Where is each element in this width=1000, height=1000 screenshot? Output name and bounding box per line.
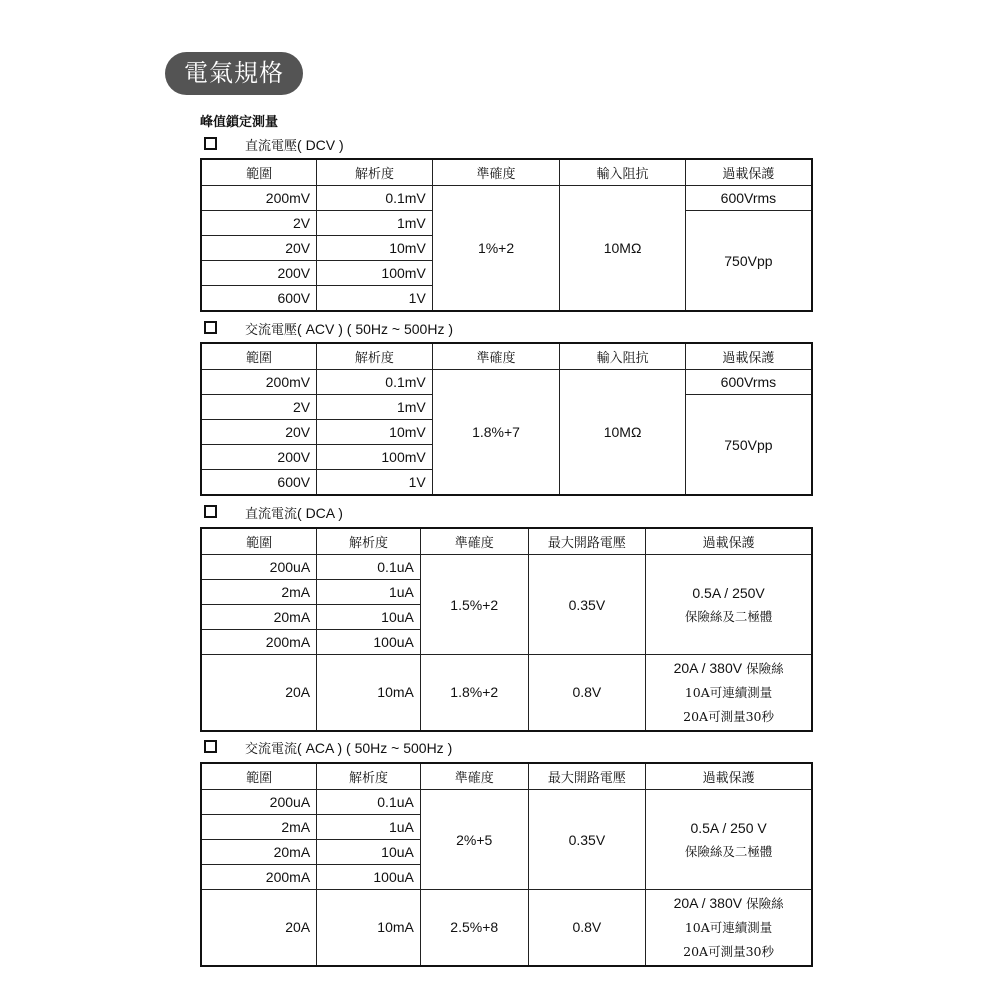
- table-row: [201, 186, 812, 211]
- overload-line-2: 10A可連續測量: [684, 919, 773, 935]
- resolution-cell: 100mV: [317, 261, 433, 286]
- resolution-cell: 1uA: [317, 580, 421, 605]
- header-range: 範圍: [201, 343, 317, 370]
- range-cell: 2V: [201, 211, 317, 236]
- table-header-row: [201, 343, 812, 370]
- header-overload: 過載保護: [646, 763, 812, 790]
- dcv-section-label: [204, 135, 344, 154]
- dca-table: [200, 527, 813, 732]
- acv-section-label: [204, 319, 453, 338]
- accuracy-cell: 2.5%+8: [420, 890, 528, 966]
- overload-cell: [646, 890, 812, 966]
- overload-fuse: 保險絲: [742, 895, 784, 911]
- range-cell: 200uA: [201, 790, 317, 815]
- range-cell: 2V: [201, 395, 317, 420]
- overload-line-3: 20A可測量30秒: [683, 708, 774, 724]
- resolution-cell: 100uA: [317, 630, 421, 655]
- overload-desc: 保險絲及二極體: [684, 608, 773, 624]
- range-cell: 20A: [201, 890, 317, 966]
- overload-line-2: 10A可連續測量: [684, 684, 773, 700]
- open-voltage-cell: 0.8V: [528, 890, 646, 966]
- resolution-cell: 1V: [317, 286, 433, 312]
- overload-cell: 600Vrms: [685, 186, 812, 211]
- resolution-cell: 10mV: [317, 420, 433, 445]
- header-accuracy: 準確度: [432, 159, 560, 186]
- table-row: [201, 555, 812, 580]
- header-impedance: 輸入阻抗: [560, 159, 686, 186]
- header-range: 範圍: [201, 528, 317, 555]
- checkbox-bullet-icon: [204, 321, 217, 334]
- range-cell: 200mV: [201, 370, 317, 395]
- accuracy-cell: 1%+2: [432, 186, 560, 312]
- header-accuracy: 準確度: [420, 763, 528, 790]
- overload-rating: 20A / 380V: [673, 894, 743, 911]
- header-overload: 過載保護: [646, 528, 812, 555]
- accuracy-cell: 1.8%+7: [432, 370, 560, 496]
- range-cell: 2mA: [201, 815, 317, 840]
- checkbox-bullet-icon: [204, 740, 217, 753]
- overload-fuse: 保險絲: [742, 660, 784, 676]
- header-overload: 過載保護: [685, 159, 812, 186]
- overload-cell: [646, 555, 812, 655]
- resolution-cell: 0.1mV: [317, 186, 433, 211]
- resolution-cell: 10mV: [317, 236, 433, 261]
- header-impedance: 輸入阻抗: [560, 343, 686, 370]
- table-header-row: [201, 159, 812, 186]
- resolution-cell: 10uA: [317, 605, 421, 630]
- overload-cell: 750Vpp: [685, 395, 812, 496]
- range-cell: 200mA: [201, 865, 317, 890]
- resolution-cell: 100mV: [317, 445, 433, 470]
- range-cell: 20V: [201, 236, 317, 261]
- range-cell: 600V: [201, 470, 317, 496]
- resolution-cell: 10mA: [317, 890, 421, 966]
- header-resolution: 解析度: [317, 159, 433, 186]
- table-row: [201, 790, 812, 815]
- dca-section-label: [204, 503, 343, 522]
- overload-line-1: [652, 891, 805, 916]
- resolution-cell: 0.1uA: [317, 555, 421, 580]
- header-accuracy: 準確度: [432, 343, 560, 370]
- open-voltage-cell: 0.35V: [528, 790, 646, 890]
- resolution-cell: 10mA: [317, 655, 421, 731]
- aca-label-en: ( ACA ) ( 50Hz ~ 500Hz ): [297, 740, 453, 756]
- overload-cell: [646, 655, 812, 731]
- acv-label-cn: 交流電壓: [245, 323, 298, 338]
- impedance-cell: 10MΩ: [560, 186, 686, 312]
- resolution-cell: 1mV: [317, 395, 433, 420]
- range-cell: 600V: [201, 286, 317, 312]
- resolution-cell: 0.1uA: [317, 790, 421, 815]
- section-badge: 電氣規格: [165, 52, 303, 95]
- range-cell: 2mA: [201, 580, 317, 605]
- dca-label-cn: 直流電流: [245, 507, 298, 522]
- overload-rating: 0.5A / 250V: [692, 584, 765, 601]
- range-cell: 20mA: [201, 840, 317, 865]
- range-cell: 200V: [201, 261, 317, 286]
- range-cell: 200V: [201, 445, 317, 470]
- resolution-cell: 0.1mV: [317, 370, 433, 395]
- range-cell: 20mA: [201, 605, 317, 630]
- header-range: 範圍: [201, 763, 317, 790]
- table-row-20a: [201, 655, 812, 731]
- subtitle: 峰值鎖定測量: [200, 115, 279, 130]
- dca-label-en: ( DCA ): [297, 505, 343, 521]
- overload-cell: 750Vpp: [685, 211, 812, 312]
- range-cell: 200mA: [201, 630, 317, 655]
- resolution-cell: 1V: [317, 470, 433, 496]
- overload-rating: 20A / 380V: [673, 659, 743, 676]
- acv-table: [200, 342, 813, 496]
- aca-section-label: [204, 738, 452, 757]
- aca-label-cn: 交流電流: [245, 742, 298, 757]
- overload-rating: 0.5A / 250 V: [690, 819, 767, 836]
- resolution-cell: 1uA: [317, 815, 421, 840]
- range-cell: 20A: [201, 655, 317, 731]
- open-voltage-cell: 0.8V: [528, 655, 646, 731]
- table-row: [201, 370, 812, 395]
- header-resolution: 解析度: [317, 528, 421, 555]
- range-cell: 200uA: [201, 555, 317, 580]
- overload-cell: 600Vrms: [685, 370, 812, 395]
- resolution-cell: 10uA: [317, 840, 421, 865]
- resolution-cell: 100uA: [317, 865, 421, 890]
- range-cell: 200mV: [201, 186, 317, 211]
- header-resolution: 解析度: [317, 763, 421, 790]
- header-resolution: 解析度: [317, 343, 433, 370]
- header-open-voltage: 最大開路電壓: [528, 763, 646, 790]
- overload-desc: 保險絲及二極體: [684, 843, 773, 859]
- checkbox-bullet-icon: [204, 137, 217, 150]
- accuracy-cell: 1.8%+2: [420, 655, 528, 731]
- acv-label-en: ( ACV ) ( 50Hz ~ 500Hz ): [297, 321, 454, 337]
- resolution-cell: 1mV: [317, 211, 433, 236]
- overload-line-1: [652, 656, 805, 681]
- header-open-voltage: 最大開路電壓: [528, 528, 646, 555]
- accuracy-cell: 2%+5: [420, 790, 528, 890]
- overload-cell: [646, 790, 812, 890]
- header-accuracy: 準確度: [420, 528, 528, 555]
- table-header-row: [201, 763, 812, 790]
- dcv-label-en: ( DCV ): [297, 137, 344, 153]
- aca-table: [200, 762, 813, 967]
- table-row-20a: [201, 890, 812, 966]
- header-overload: 過載保護: [685, 343, 812, 370]
- overload-line-3: 20A可測量30秒: [683, 943, 774, 959]
- accuracy-cell: 1.5%+2: [420, 555, 528, 655]
- table-header-row: [201, 528, 812, 555]
- open-voltage-cell: 0.35V: [528, 555, 646, 655]
- range-cell: 20V: [201, 420, 317, 445]
- header-range: 範圍: [201, 159, 317, 186]
- impedance-cell: 10MΩ: [560, 370, 686, 496]
- checkbox-bullet-icon: [204, 505, 217, 518]
- dcv-label-cn: 直流電壓: [245, 139, 298, 154]
- dcv-table: [200, 158, 813, 312]
